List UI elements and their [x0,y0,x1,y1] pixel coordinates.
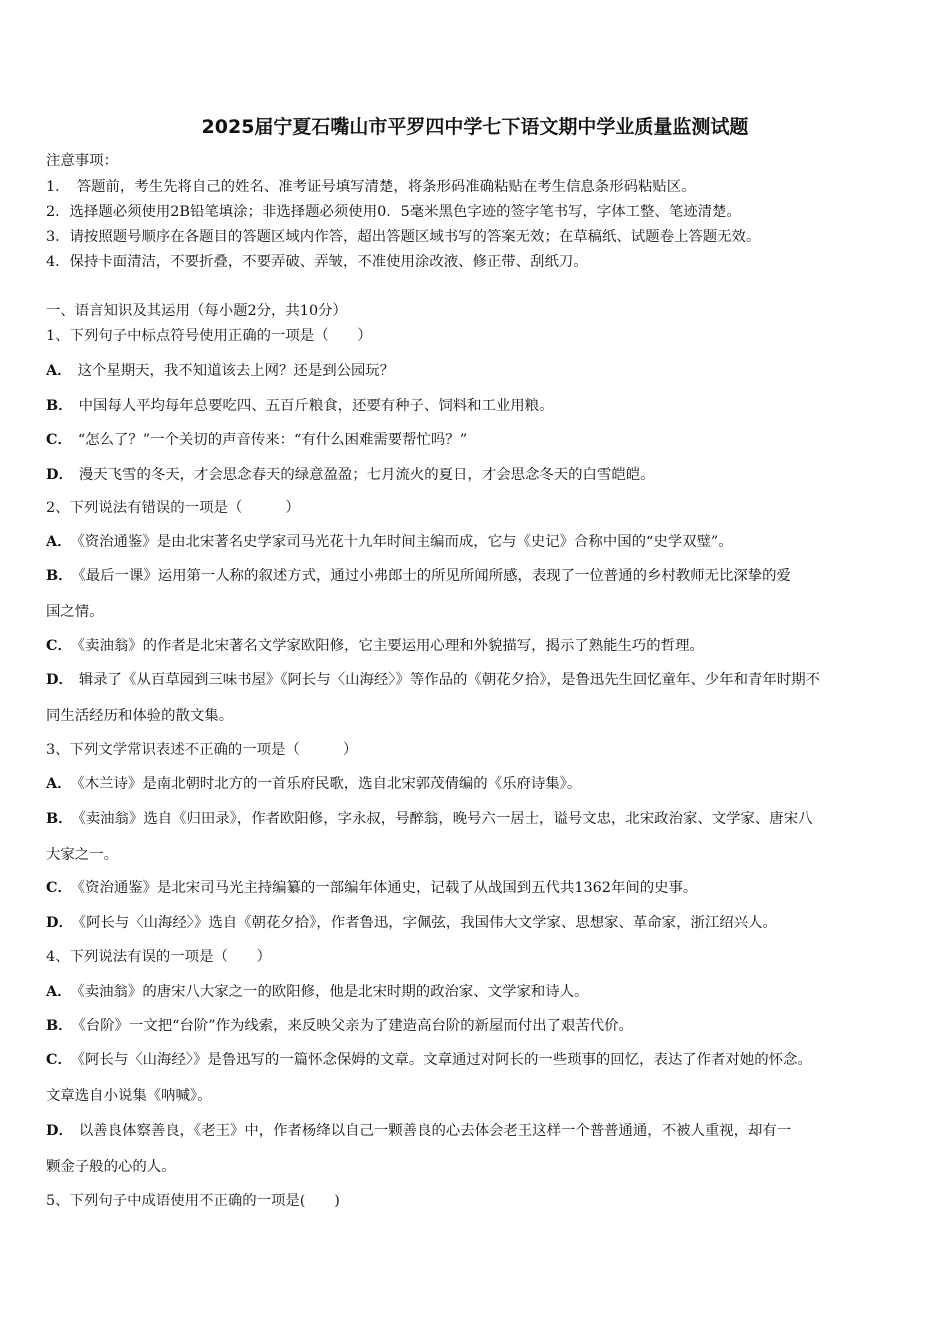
option-a [46,774,916,794]
option-key: D． [46,914,73,931]
option-text: 《木兰诗》是南北朝时北方的一首乐府民歌，选自北宋郭茂倩编的《乐府诗集》。 [77,776,582,792]
question-stem: 2、下列说法有错误的一项是（ ） [46,500,300,516]
option-key: B． [46,567,73,584]
option-key: A． [46,362,72,379]
option-d-continued: 颗金子般的心的人。 [46,1159,176,1175]
option-text: 《最后一课》运用第一人称的叙述方式，通过小弗郎士的所见所闻所感，表现了一位普通的乡村教师无比深挚的爱 [78,568,791,584]
option-a [46,532,916,552]
notice-item: 2．选择题必须使用2B铅笔填涂；非选择题必须使用0．5毫米黑色字迹的签字笔书写，字体工整、笔迹清楚。 [46,204,741,220]
option-key: A． [46,775,72,792]
notice-item: 3．请按照题号顺序在各题目的答题区域内作答，超出答题区域书写的答案无效；在草稿纸、试题卷上答题无效。 [46,229,761,245]
option-text: 漫天飞雪的冬天，才会思念春天的绿意盈盈；七月流火的夏日，才会思念冬天的白雪皑皑。 [78,467,655,483]
option-key: A． [46,983,72,1000]
page-title: 2025届宁夏石嘴山市平罗四中学七下语文期中学业质量监测试题 [201,116,749,138]
option-key: A． [46,533,72,550]
notice-item: 4．保持卡面清洁，不要折叠，不要弄破、弄皱，不准使用涂改液、修正带、刮纸刀。 [46,254,588,270]
option-text: 中国每人平均每年总要吃四、五百斤粮食，还要有种子、饲料和工业用粮。 [78,398,554,414]
option-text: “怎么了？”一个关切的声音传来：“有什么困难需要帮忙吗？” [77,432,468,448]
option-d-continued: 同生活经历和体验的散文集。 [46,708,234,724]
option-key: D． [46,1122,73,1139]
option-text: 《卖油翁》选自《归田录》，作者欧阳修，字永叔，号醉翁，晚号六一居士，谥号文忠，北宋政治家、文学家、唐宋八 [78,811,813,827]
option-d [46,465,916,485]
notice-item: 1． 答题前，考生先将自己的姓名、准考证号填写清楚，将条形码准确粘贴在考生信息条形码粘贴区。 [46,179,696,195]
option-key: C． [46,431,72,448]
option-text: 《阿长与〈山海经〉》选自《朝花夕拾》，作者鲁迅，字佩弦，我国伟大文学家、思想家、革命家，浙江绍兴人。 [78,915,777,931]
option-text: 《卖油翁》的作者是北宋著名文学家欧阳修，它主要运用心理和外貌描写，揭示了熟能生巧的哲理。 [77,638,704,654]
option-key: C． [46,637,72,654]
option-b [46,566,908,586]
option-text: 《卖油翁》的唐宋八大家之一的欧阳修，他是北宋时期的政治家、文学家和诗人。 [77,984,589,1000]
option-b [46,809,908,829]
option-text: 以善良体察善良，《老王》中，作者杨绛以自己一颗善良的心去体会老王这样一个普普通通，不被人重视，却有一 [78,1123,792,1139]
option-text: 《阿长与〈山海经〉》是鲁迅写的一篇怀念保姆的文章。文章通过对阿长的一些琐事的回忆，表达了作者对她的怀念。 [77,1052,812,1068]
question-stem: 3、下列文学常识表述不正确的一项是（ ） [46,742,358,758]
option-c [46,430,916,450]
option-c [46,636,916,656]
option-c [46,1050,908,1070]
option-text: 《台阶》一文把“台阶”作为线索，来反映父亲为了建造高台阶的新屋而付出了艰苦代价。 [78,1018,633,1034]
option-d [46,913,916,933]
notice-heading: 注意事项： [46,153,118,169]
option-key: C． [46,1051,72,1068]
option-text: 《资治通鉴》是北宋司马光主持编纂的一部编年体通史，记载了从战国到五代共1362年间的史事。 [77,880,698,896]
option-b-continued: 国之情。 [46,604,104,620]
option-a [46,982,916,1002]
option-key: B． [46,1017,73,1034]
option-b [46,396,916,416]
option-key: C． [46,879,72,896]
question-stem: 5、下列句子中成语使用不正确的一项是( ) [46,1193,340,1209]
option-key: D． [46,466,73,483]
option-key: D． [46,671,73,688]
option-text: 这个星期天，我不知道该去上网？还是到公园玩？ [77,363,395,379]
option-key: B． [46,397,73,414]
option-key: B． [46,810,73,827]
option-c [46,878,916,898]
section-heading: 一、语言知识及其运用（每小题2分，共10分） [46,303,347,319]
option-d [46,670,908,690]
option-text: 《资治通鉴》是由北宋著名史学家司马光花十九年时间主编而成，它与《史记》合称中国的“史学双璧”。 [77,534,733,550]
option-text: 辑录了《从百草园到三味书屋》《阿长与〈山海经〉》等作品的《朝花夕拾》，是鲁迅先生回忆童年、少年和青年时期不 [78,672,820,688]
option-a [46,361,916,381]
option-d [46,1121,908,1141]
option-b-continued: 大家之一。 [46,847,118,863]
option-b [46,1016,916,1036]
question-stem: 4、下列说法有误的一项是（ ） [46,949,272,965]
option-c-continued: 文章选自小说集《呐喊》。 [46,1088,212,1104]
question-stem: 1、下列句子中标点符号使用正确的一项是（ ） [46,328,372,344]
